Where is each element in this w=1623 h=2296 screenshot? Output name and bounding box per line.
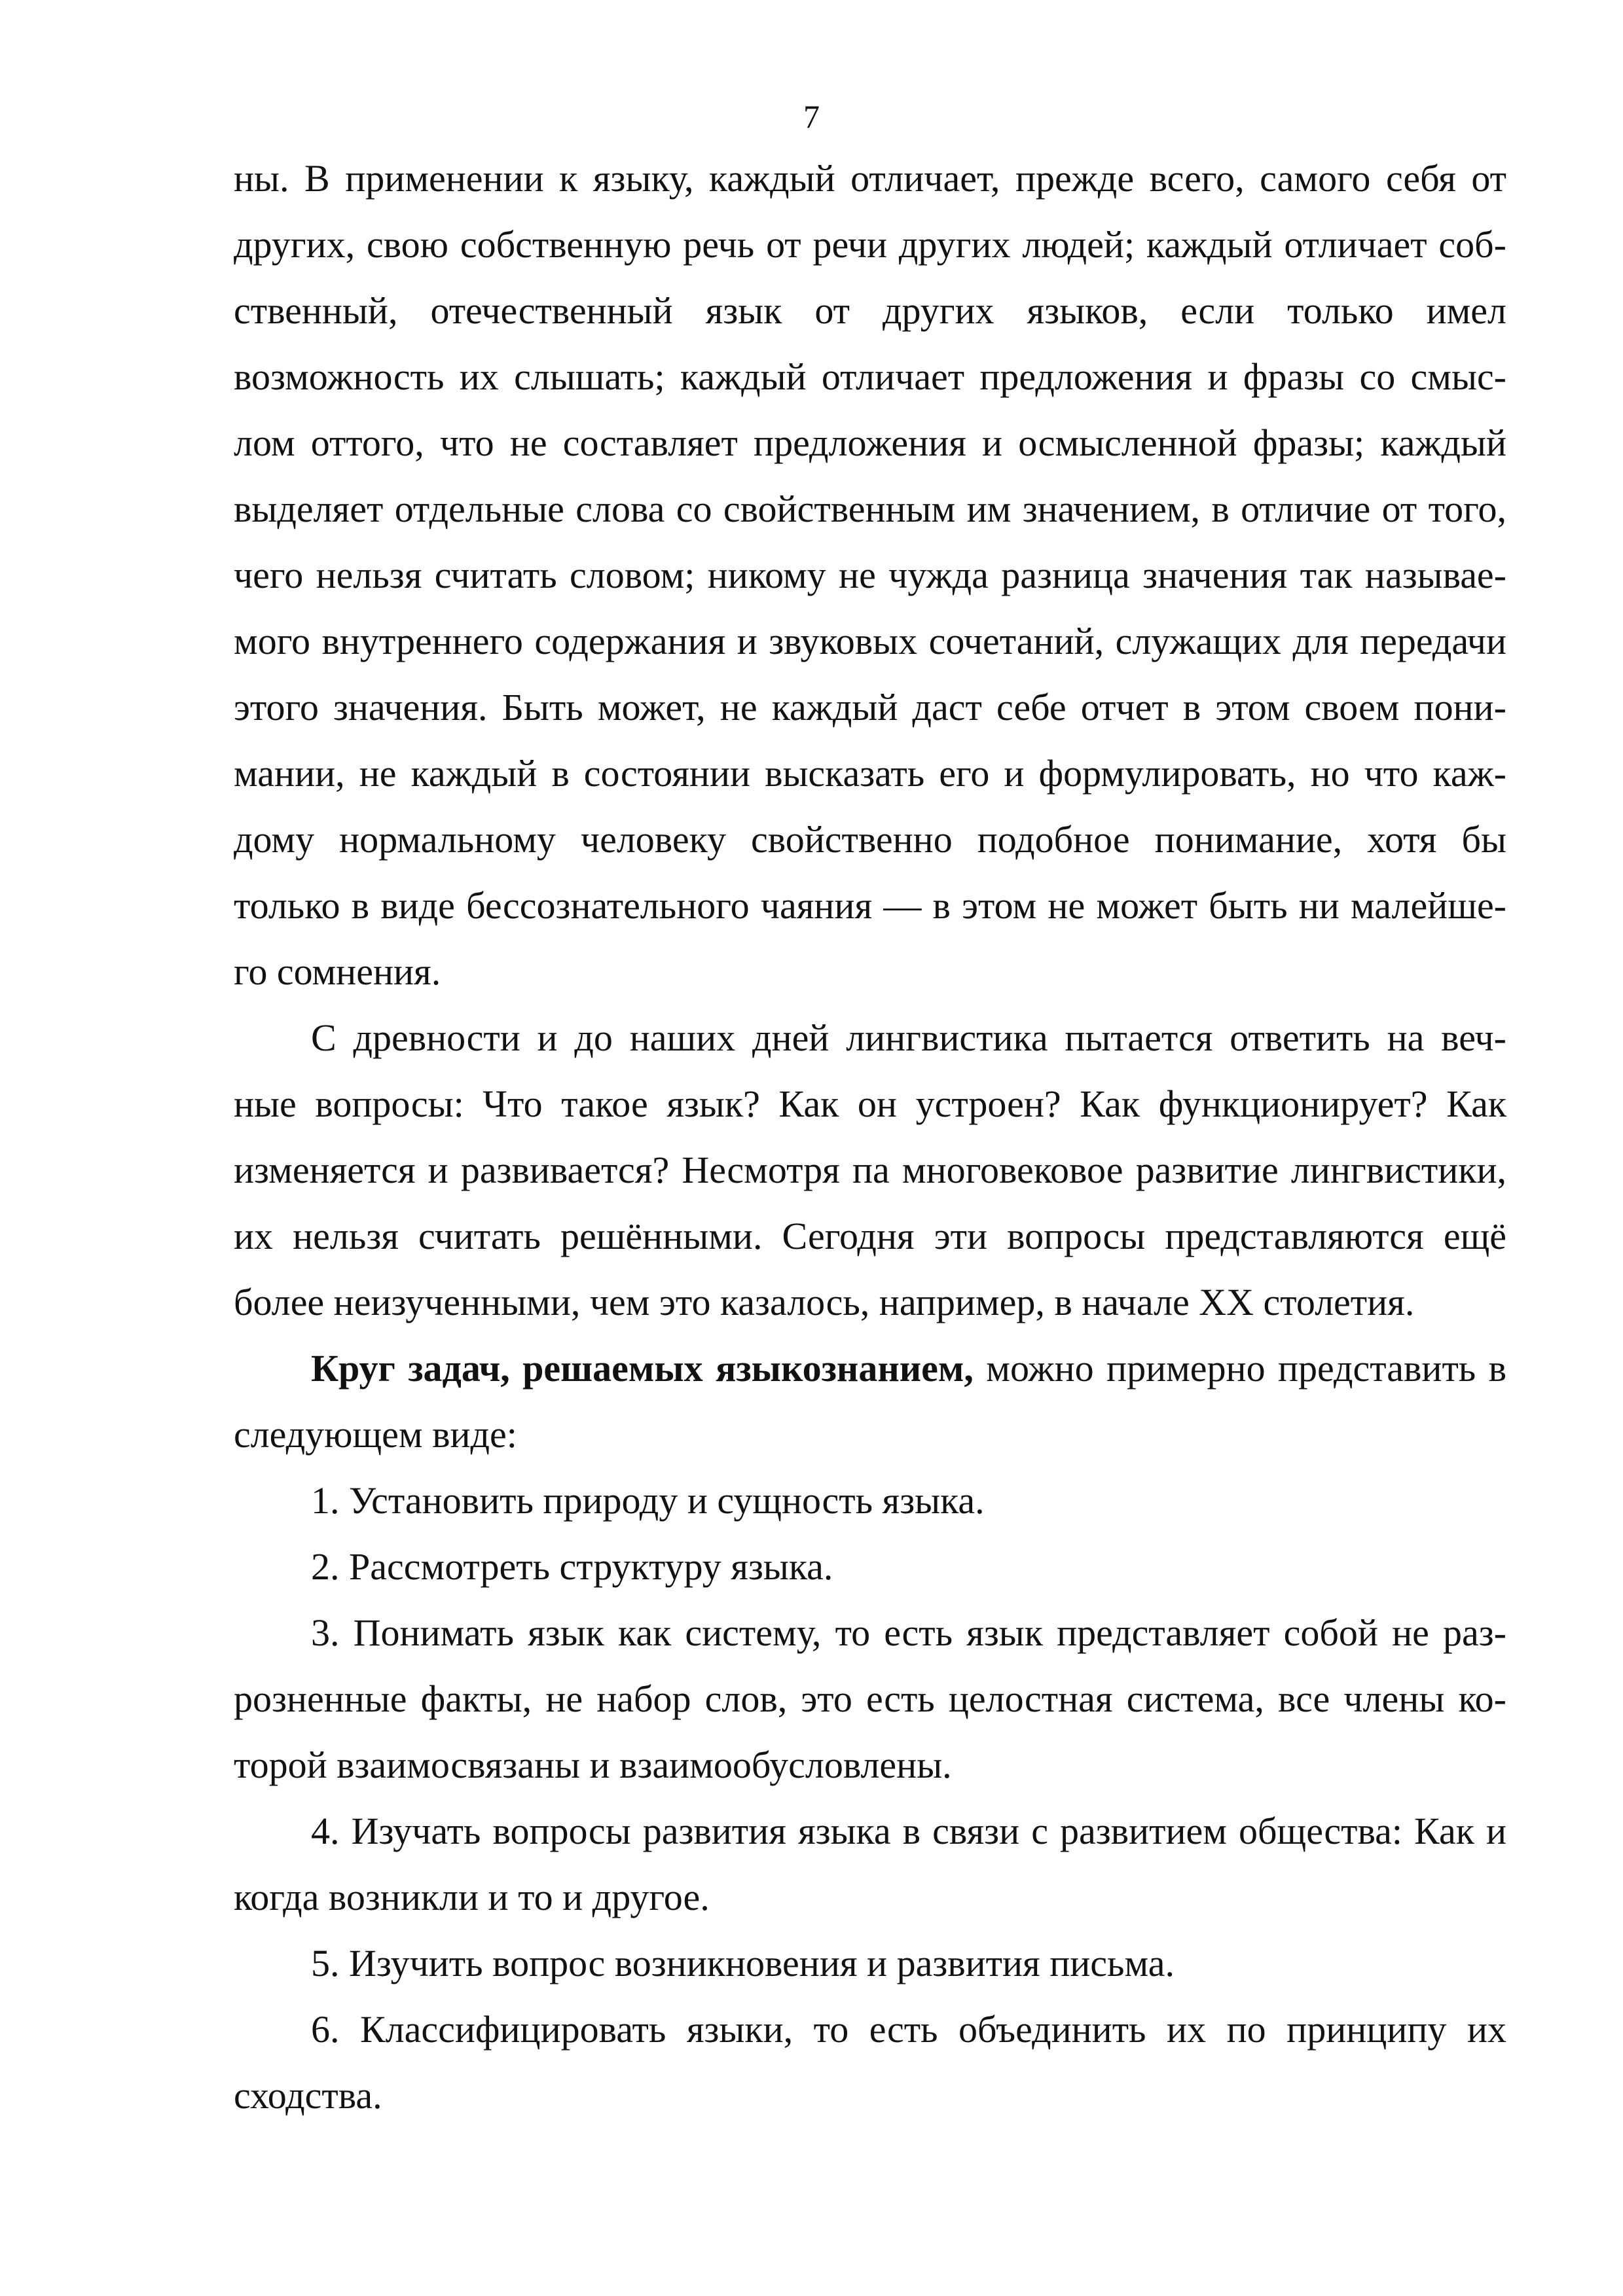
text-line: 2. Рассмотреть структуру языка. — [311, 1545, 833, 1588]
bold-lead-text: Круг задач, решаемых языкознанием, — [311, 1347, 974, 1390]
text-line: 6. Классифицировать языки, то есть объединить их по принципу их — [311, 2008, 1506, 2051]
text-line: этого значения. Быть может, не каждый даст себе отчет в этом своем пони- — [234, 686, 1506, 728]
text-line: возможность их слышать; каждый отличает предложения и фразы со смыс- — [234, 355, 1506, 398]
text-line: мого внутреннего содержания и звуковых сочетаний, служащих для передачи — [234, 620, 1506, 662]
text-line: ственный, отечественный язык от других языков, если только имел — [234, 289, 1506, 332]
text-line: С древности и до наших дней лингвистика пытается ответить на веч- — [311, 1016, 1506, 1059]
paragraph-tasks-intro — [234, 1335, 1506, 1467]
text-line: выделяет отдельные слова со свойственным им значением, в отличие от того, — [234, 488, 1506, 530]
text-line: только в виде бессознательного чаяния — в этом не может быть ни малейше- — [234, 884, 1506, 927]
text-line: других, свою собственную речь от речи других людей; каждый отличает соб- — [234, 223, 1506, 266]
list-item-5 — [234, 1930, 1506, 1996]
text-line: торой взаимосвязаны и взаимообусловлены. — [234, 1744, 952, 1786]
text-line: го сомнения. — [234, 950, 441, 993]
text-line: изменяется и развивается? Несмотря па многовековое развитие лингвистики, — [234, 1149, 1506, 1191]
text-line: следующем виде: — [234, 1413, 517, 1456]
text-line: сходства. — [234, 2074, 382, 2117]
text-line: 4. Изучать вопросы развития языка в связи с развитием общества: Как и — [311, 1810, 1506, 1852]
text-line — [234, 1335, 1506, 1401]
text-line: розненные факты, не набор слов, это есть целостная система, все члены ко- — [234, 1677, 1506, 1720]
page-number: 7 — [803, 98, 820, 135]
text-line: лом оттого, что не составляет предложения и осмысленной фразы; каждый — [234, 422, 1506, 464]
text-line: ные вопросы: Что такое язык? Как он устроен? Как функционирует? Как — [234, 1083, 1506, 1125]
text-line: 1. Установить природу и сущность языка. — [311, 1479, 985, 1522]
document-body — [234, 145, 1506, 2128]
list-item-6 — [234, 1996, 1506, 2128]
list-item-3 — [234, 1600, 1506, 1798]
text-line: их нельзя считать решёнными. Сегодня эти вопросы представляются ещё — [234, 1215, 1506, 1257]
text-line: 5. Изучить вопрос возникновения и развития письма. — [311, 1942, 1175, 1984]
text-line: когда возникли и то и другое. — [234, 1876, 710, 1918]
paragraph-linguistics-questions — [234, 1005, 1506, 1335]
list-item-1 — [234, 1467, 1506, 1534]
text-line: более неизученными, чем это казалось, например, в начале XX столетия. — [234, 1281, 1415, 1323]
text-span: можно примерно представить в — [973, 1347, 1506, 1390]
text-line: 3. Понимать язык как систему, то есть язык представляет собой не раз- — [311, 1611, 1506, 1654]
list-item-4 — [234, 1798, 1506, 1930]
text-line: ны. В применении к языку, каждый отличает, прежде всего, самого себя от — [234, 157, 1506, 200]
text-line: мании, не каждый в состоянии высказать его и формулировать, но что каж- — [234, 752, 1506, 795]
paragraph-continuation — [234, 145, 1506, 1005]
text-line: чего нельзя считать словом; никому не чужда разница значения так называе- — [234, 554, 1506, 596]
text-line: дому нормальному человеку свойственно подобное понимание, хотя бы — [234, 818, 1506, 861]
list-item-2 — [234, 1534, 1506, 1600]
